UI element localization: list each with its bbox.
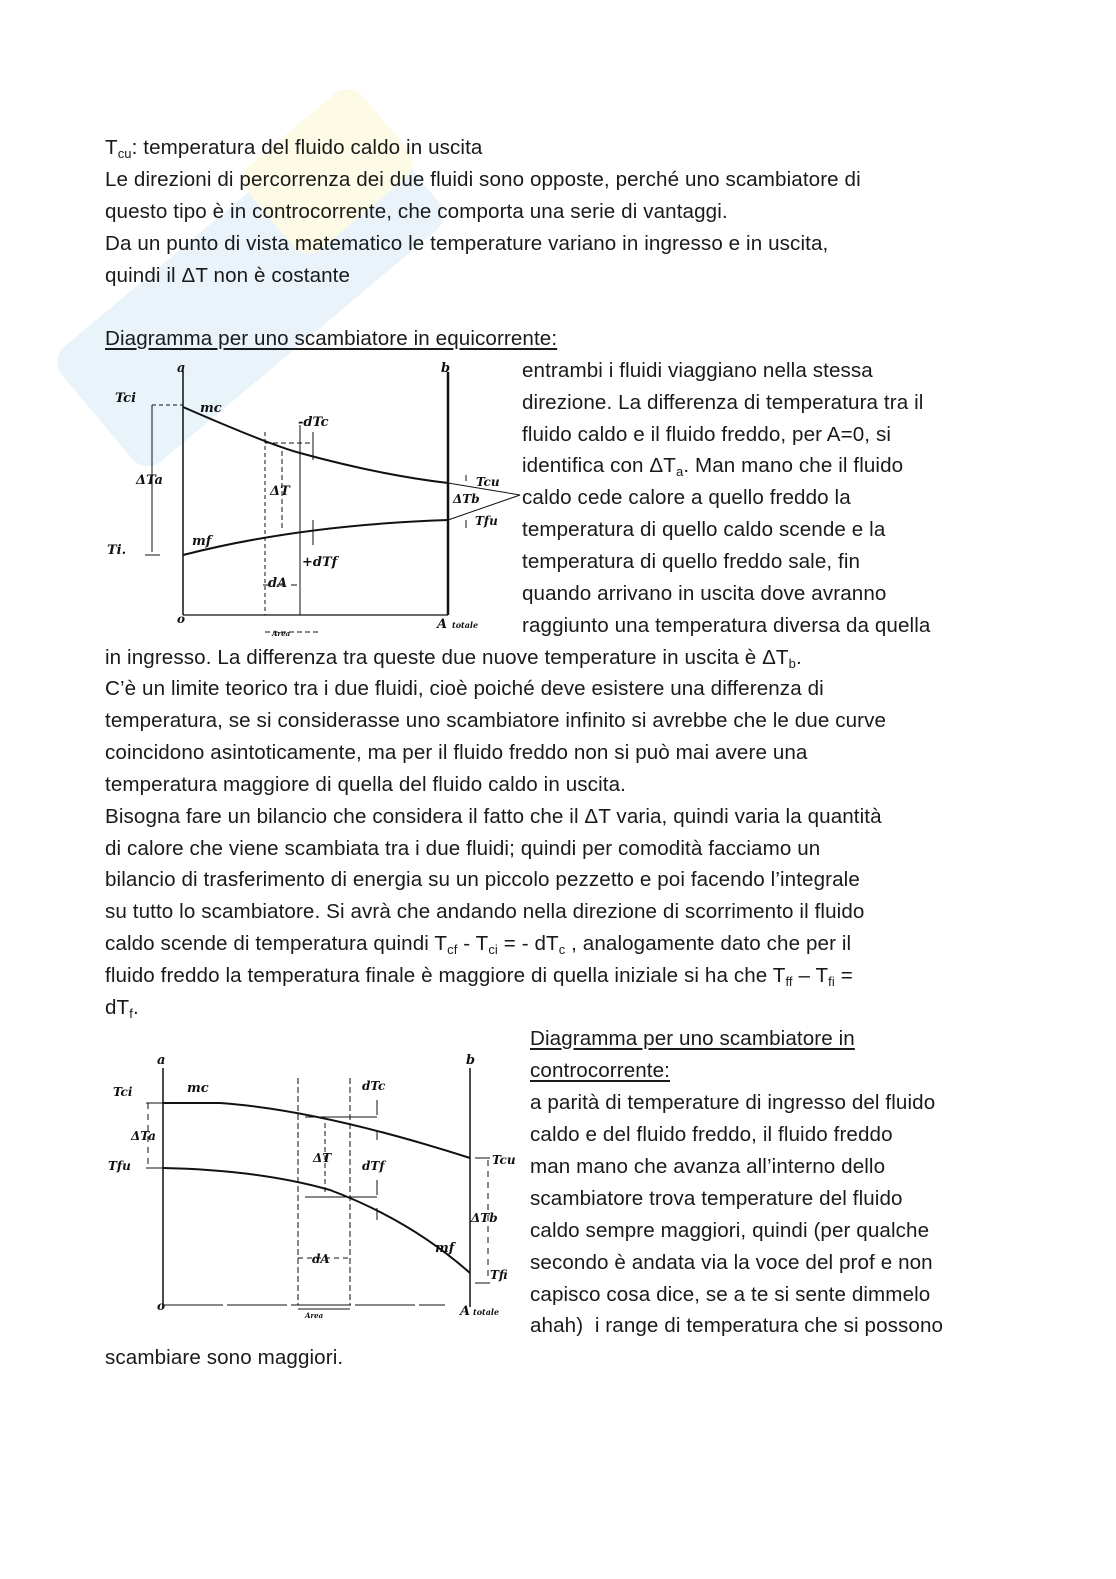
text-run: T: [105, 136, 118, 159]
subscript: f: [129, 1006, 133, 1021]
label-dtf: dTf: [362, 1159, 385, 1173]
text-run: C’è un limite teorico tra i due fluidi, cioè poiché deve esistere una differenza di: [105, 677, 824, 700]
text-run: - T: [457, 932, 489, 955]
label-area: Area: [305, 1311, 324, 1320]
subscript: cf: [447, 942, 458, 957]
text-run: in ingresso. La differenza tra queste due nuove temperature in uscita è ΔT: [105, 646, 789, 669]
text-run: identifica con ΔT: [522, 454, 676, 477]
label-mc: mc: [187, 1081, 209, 1096]
text-run: di calore che viene scambiata tra i due fluidi; quindi per comodità facciamo un: [105, 837, 821, 860]
label-delta-t: ΔT: [313, 1151, 332, 1165]
text-run: fluido freddo la temperatura finale è maggiore di quella iniziale si ha che T: [105, 964, 786, 987]
text-run: . Man mano che il fluido: [683, 454, 904, 477]
text-run: Bisogna fare un bilancio che considera il fatto che il ΔT varia, quindi varia la quantità: [105, 805, 882, 828]
text-run: ahah) i range di temperatura che si possono: [530, 1314, 944, 1337]
label-dtc: dTc: [362, 1079, 386, 1093]
label-plus-dtf: +dTf: [302, 555, 338, 570]
subscript: ff: [785, 974, 793, 989]
label-mc: mc: [200, 401, 222, 416]
text-run: =: [834, 964, 853, 987]
label-a: a: [177, 361, 186, 376]
label-da: dA: [312, 1252, 330, 1266]
text-run: scambiatore trova temperature del fluido: [530, 1187, 903, 1210]
label-a-totale-sub: totale: [473, 1307, 500, 1317]
text-run: Le direzioni di percorrenza dei due fluidi sono opposte, perché uno scambiatore di: [105, 168, 861, 191]
label-origin: o: [157, 1299, 166, 1313]
label-delta-t: ΔT: [270, 484, 290, 499]
label-tcu: Tcu: [476, 475, 500, 489]
label-origin: o: [177, 612, 186, 626]
text-run: dT: [105, 996, 130, 1019]
text-run: , analogamente dato che per il: [565, 932, 852, 955]
text-run: man mano che avanza all’interno dello: [530, 1155, 886, 1178]
label-a-totale-sub: totale: [452, 620, 479, 630]
label-a-totale: A: [437, 617, 448, 632]
subscript: fi: [828, 974, 835, 989]
text-run: a parità di temperature di ingresso del fluido: [530, 1091, 936, 1114]
text-run: Da un punto di vista matematico le temperature variano in ingresso e in uscita,: [105, 232, 829, 255]
text-run: quindi il ΔT non è costante: [105, 264, 351, 287]
text-run: controcorrente:: [530, 1059, 671, 1082]
text-run: entrambi i fluidi viaggiano nella stessa: [522, 359, 873, 382]
subscript: c: [558, 942, 566, 957]
label-mf: mf: [435, 1241, 455, 1256]
text-run: .: [132, 996, 139, 1019]
label-tfu: Tfu: [108, 1159, 131, 1173]
label-delta-tb: ΔTb: [471, 1211, 498, 1225]
text-run: temperatura maggiore di quella del fluido caldo in uscita.: [105, 773, 626, 796]
text-run: temperatura di quello freddo sale, fin: [522, 550, 861, 573]
text-run: – T: [792, 964, 829, 987]
label-tci: Tci: [113, 1085, 133, 1099]
label-tfi: Ti.: [107, 543, 127, 558]
subscript: a: [675, 464, 684, 479]
hot-fluid-curve: [163, 1103, 470, 1158]
text-run: .: [795, 646, 802, 669]
subscript: b: [788, 656, 796, 671]
label-delta-tb: ΔTb: [453, 492, 480, 506]
text-run: direzione. La differenza di temperatura tra il: [522, 391, 924, 414]
text-run: temperatura di quello caldo scende e la: [522, 518, 886, 541]
text-run: secondo è andata via la voce del prof e non: [530, 1251, 933, 1274]
label-mf: mf: [192, 534, 212, 549]
text-run: = - dT: [497, 932, 559, 955]
label-delta-ta: ΔTa: [136, 473, 163, 488]
text-run: questo tipo è in controcorrente, che comporta una serie di vantaggi.: [105, 200, 728, 223]
label-tfi: Tfi: [490, 1268, 508, 1282]
text-run: Diagramma per uno scambiatore in equicorrente:: [105, 327, 558, 350]
text-run: coincidono asintoticamente, ma per il fluido freddo non si può mai avere una: [105, 741, 808, 764]
text-run: Diagramma per uno scambiatore in: [530, 1027, 855, 1050]
text-run: caldo e del fluido freddo, il fluido freddo: [530, 1123, 893, 1146]
text-run: caldo sempre maggiori, quindi (per qualche: [530, 1219, 930, 1242]
text-run: bilancio di trasferimento di energia su un piccolo pezzetto e poi facendo l’integrale: [105, 868, 860, 891]
text-run: fluido caldo e il fluido freddo, per A=0, si: [522, 423, 892, 446]
label-area: Area: [272, 629, 291, 638]
label-da: dA: [268, 576, 288, 591]
text-run: scambiare sono maggiori.: [105, 1346, 344, 1369]
label-minus-dtc: -dTc: [298, 415, 329, 430]
text-run: temperatura, se si considerasse uno scambiatore infinito si avrebbe che le due curve: [105, 709, 887, 732]
label-b: b: [466, 1053, 476, 1068]
text-run: quando arrivano in uscita dove avranno: [522, 582, 887, 605]
label-a-totale: A: [460, 1304, 471, 1319]
subscript: ci: [488, 942, 498, 957]
subscript: cu: [117, 146, 132, 161]
label-tci: Tci: [115, 391, 137, 406]
label-tfu: Tfu: [475, 514, 498, 528]
text-run: caldo scende di temperatura quindi T: [105, 932, 448, 955]
label-b: b: [441, 361, 451, 376]
text-run: : temperatura del fluido caldo in uscita: [131, 136, 483, 159]
label-delta-ta: ΔTa: [131, 1129, 156, 1143]
label-tcu: Tcu: [492, 1153, 516, 1167]
text-run: raggiunto una temperatura diversa da quella: [522, 614, 931, 637]
text-run: caldo cede calore a quello freddo la: [522, 486, 851, 509]
text-run: capisco cosa dice, se a te si sente dimmelo: [530, 1283, 931, 1306]
label-a: a: [157, 1053, 166, 1068]
text-run: su tutto lo scambiatore. Si avrà che andando nella direzione di scorrimento il fluido: [105, 900, 865, 923]
